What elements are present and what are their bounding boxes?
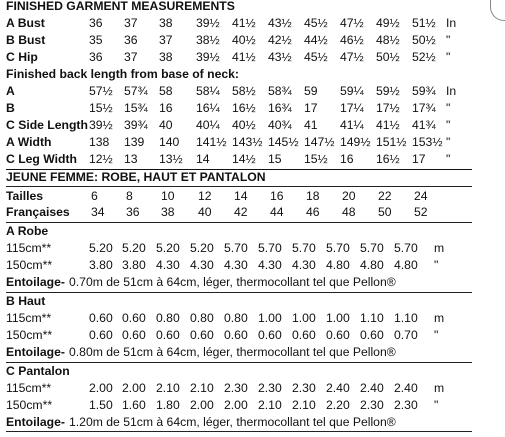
row-value: 2.00 [190, 398, 214, 412]
row-value: 145½ [268, 135, 299, 149]
yardage-row [6, 327, 476, 344]
section-divider [6, 431, 472, 432]
row-value: 4.30 [292, 258, 316, 272]
row-value: 5.20 [89, 241, 113, 255]
row-unit: " [446, 135, 451, 149]
row-value: 15 [268, 152, 282, 166]
entoilage-text: 0.80m de 51cm à 64cm, léger, thermocollant tel que Pellon® [69, 345, 396, 359]
row-value: 1.00 [326, 311, 350, 325]
row-unit: " [434, 398, 439, 412]
entoilage-label: Entoilage- [6, 345, 65, 359]
row-value: 37 [124, 16, 138, 30]
row-value: 2.30 [292, 381, 316, 395]
section-title [6, 293, 476, 310]
row-value: 39½ [196, 16, 220, 30]
size-value: 6 [91, 189, 98, 203]
row-value: 16¼ [196, 101, 220, 115]
row-value: 40½ [232, 33, 256, 47]
back-length-row [6, 151, 476, 168]
row-value: 17 [412, 152, 426, 166]
row-value: 3.80 [122, 258, 146, 272]
row-label: 115cm** [6, 241, 52, 255]
sizes-label: Tailles [6, 189, 44, 203]
size-value: 24 [414, 189, 428, 203]
row-unit: m [434, 311, 445, 325]
size-value: 52 [414, 205, 428, 219]
entoilage-row [6, 344, 476, 361]
row-value: 147½ [304, 135, 335, 149]
row-value: 17¾ [412, 101, 436, 115]
section-divider [6, 186, 472, 187]
row-label: A Bust [6, 16, 45, 30]
row-value: 14½ [232, 152, 256, 166]
size-value: 42 [234, 205, 248, 219]
row-value: 0.80 [224, 311, 248, 325]
row-value: 2.00 [122, 381, 146, 395]
size-value: 8 [126, 189, 133, 203]
row-value: 47½ [340, 16, 364, 30]
size-value: 10 [161, 189, 175, 203]
row-value: 143½ [232, 135, 263, 149]
size-value: 46 [306, 205, 320, 219]
row-value: 5.20 [190, 241, 214, 255]
row-value: 1.60 [122, 398, 146, 412]
section-title-text: A Robe [6, 224, 49, 238]
row-value: 5.20 [122, 241, 146, 255]
row-value: 13 [124, 152, 138, 166]
row-value: 37 [124, 50, 138, 64]
row-label: 150cm** [6, 328, 53, 342]
row-value: 58¼ [196, 84, 220, 98]
row-value: 5.70 [326, 241, 350, 255]
back-length-title-text: Finished back length from base of neck: [6, 67, 239, 81]
row-value: 58¾ [268, 84, 292, 98]
row-value: 39½ [196, 50, 220, 64]
size-value: 18 [306, 189, 320, 203]
row-value: 17¼ [340, 101, 364, 115]
row-value: 5.70 [292, 241, 316, 255]
row-value: 0.60 [224, 328, 248, 342]
row-value: 153½ [412, 135, 443, 149]
row-value: 48½ [376, 33, 400, 47]
row-value: 2.40 [360, 381, 384, 395]
row-value: 3.80 [89, 258, 113, 272]
row-unit: In [446, 84, 457, 98]
section-title [6, 223, 476, 240]
row-value: 39½ [89, 118, 113, 132]
row-value: 41¼ [340, 118, 364, 132]
row-value: 57½ [89, 84, 113, 98]
row-value: 4.80 [394, 258, 418, 272]
garment-title-text: FINISHED GARMENT MEASUREMENTS [6, 0, 235, 13]
row-value: 4.30 [224, 258, 248, 272]
row-value: 45½ [304, 16, 328, 30]
row-value: 1.50 [89, 398, 113, 412]
row-value: 36 [89, 16, 103, 30]
row-value: 13½ [159, 152, 183, 166]
row-unit: " [446, 118, 451, 132]
size-value: 36 [126, 205, 140, 219]
row-value: 4.30 [190, 258, 214, 272]
row-label: C Side Length [6, 118, 88, 132]
row-value: 1.00 [292, 311, 316, 325]
page-corner-decoration [490, 0, 505, 21]
garment-row [6, 15, 476, 32]
row-value: 41 [304, 118, 318, 132]
row-value: 51½ [412, 16, 436, 30]
row-value: 138 [89, 135, 110, 149]
row-value: 45½ [304, 50, 328, 64]
row-label: B [6, 101, 15, 115]
row-label: 150cm** [6, 398, 53, 412]
row-value: 42½ [268, 33, 292, 47]
row-value: 17 [304, 101, 318, 115]
row-value: 151½ [376, 135, 407, 149]
row-value: 58½ [232, 84, 256, 98]
size-value: 50 [378, 205, 392, 219]
row-value: 59¼ [340, 84, 364, 98]
section-title-text: B Haut [6, 294, 46, 308]
row-unit: In [446, 16, 457, 30]
yardage-row [6, 380, 476, 397]
row-unit: m [434, 241, 445, 255]
entoilage-row [6, 414, 476, 431]
row-value: 59½ [376, 84, 400, 98]
row-value: 0.80 [190, 311, 214, 325]
row-value: 46½ [340, 33, 364, 47]
section-title-text: C Pantalon [6, 364, 70, 378]
row-value: 0.60 [292, 328, 316, 342]
row-value: 41¾ [412, 118, 436, 132]
row-value: 140 [159, 135, 180, 149]
entoilage-text: 0.70m de 51cm à 64cm, léger, thermocollant tel que Pellon® [69, 275, 396, 289]
garment-row [6, 49, 476, 66]
row-value: 47½ [340, 50, 364, 64]
row-value: 36 [124, 33, 138, 47]
row-value: 2.30 [394, 398, 418, 412]
size-value: 34 [91, 205, 105, 219]
back-length-row [6, 117, 476, 134]
row-unit: " [434, 258, 439, 272]
row-value: 0.60 [258, 328, 282, 342]
row-unit: " [446, 50, 451, 64]
row-value: 0.70 [394, 328, 418, 342]
row-value: 37 [159, 33, 173, 47]
row-value: 43½ [268, 16, 292, 30]
row-value: 40¾ [268, 118, 292, 132]
row-value: 2.40 [394, 381, 418, 395]
row-value: 2.10 [258, 398, 282, 412]
row-value: 16½ [376, 152, 400, 166]
back-length-title [6, 66, 476, 83]
row-label: A Width [6, 135, 52, 149]
row-value: 0.60 [190, 328, 214, 342]
row-unit: " [434, 328, 439, 342]
row-label: 150cm** [6, 258, 53, 272]
size-value: 12 [198, 189, 212, 203]
row-value: 1.10 [360, 311, 384, 325]
row-value: 2.00 [89, 381, 113, 395]
row-value: 4.80 [326, 258, 350, 272]
row-value: 52½ [412, 50, 436, 64]
size-value: 48 [342, 205, 356, 219]
size-value: 16 [270, 189, 284, 203]
back-length-row [6, 100, 476, 117]
jeune-title-text: JEUNE FEMME: ROBE, HAUT ET PANTALON [6, 170, 266, 184]
row-value: 5.70 [224, 241, 248, 255]
back-length-row [6, 83, 476, 100]
section-title [6, 363, 476, 380]
entoilage-row [6, 274, 476, 291]
sizes-label: Françaises [6, 205, 70, 219]
row-value: 5.70 [360, 241, 384, 255]
sizes-row-tailles [6, 188, 476, 205]
row-value: 149½ [340, 135, 371, 149]
row-value: 2.30 [360, 398, 384, 412]
row-value: 16 [159, 101, 173, 115]
row-value: 2.00 [224, 398, 248, 412]
yardage-row [6, 257, 476, 274]
row-value: 40½ [232, 118, 256, 132]
row-value: 2.40 [326, 381, 350, 395]
row-value: 5.70 [258, 241, 282, 255]
row-label: B Bust [6, 33, 46, 47]
row-value: 2.30 [258, 381, 282, 395]
size-value: 14 [234, 189, 248, 203]
row-value: 16½ [232, 101, 256, 115]
row-value: 59 [304, 84, 318, 98]
row-value: 36 [89, 50, 103, 64]
row-value: 0.80 [156, 311, 180, 325]
row-value: 5.20 [156, 241, 180, 255]
yardage-row [6, 310, 476, 327]
row-value: 2.30 [224, 381, 248, 395]
row-value: 49½ [376, 16, 400, 30]
row-value: 2.10 [190, 381, 214, 395]
row-value: 2.10 [292, 398, 316, 412]
row-unit: m [434, 381, 445, 395]
row-value: 44½ [304, 33, 328, 47]
row-value: 40 [159, 118, 173, 132]
sizes-row-francaises [6, 204, 476, 221]
row-value: 1.80 [156, 398, 180, 412]
row-label: C Leg Width [6, 152, 77, 166]
row-value: 2.10 [156, 381, 180, 395]
row-value: 14 [196, 152, 210, 166]
row-value: 0.60 [326, 328, 350, 342]
garment-row [6, 32, 476, 49]
row-value: 40¼ [196, 118, 220, 132]
size-value: 44 [270, 205, 284, 219]
row-value: 1.10 [394, 311, 418, 325]
row-value: 50½ [412, 33, 436, 47]
row-value: 0.60 [122, 311, 146, 325]
row-value: 17½ [376, 101, 400, 115]
row-value: 0.60 [156, 328, 180, 342]
size-value: 20 [342, 189, 356, 203]
row-value: 38 [159, 16, 173, 30]
row-value: 4.30 [156, 258, 180, 272]
row-value: 59¾ [412, 84, 436, 98]
row-value: 5.70 [394, 241, 418, 255]
row-value: 41½ [232, 16, 256, 30]
row-value: 39¾ [124, 118, 148, 132]
row-unit: " [446, 152, 451, 166]
row-label: 115cm** [6, 311, 52, 325]
row-value: 41½ [376, 118, 400, 132]
row-value: 38½ [196, 33, 220, 47]
row-value: 16¾ [268, 101, 292, 115]
row-label: 115cm** [6, 381, 52, 395]
size-value: 38 [161, 205, 175, 219]
size-value: 40 [198, 205, 212, 219]
size-value: 22 [378, 189, 392, 203]
row-value: 57¾ [124, 84, 148, 98]
yardage-row [6, 397, 476, 414]
row-value: 41½ [232, 50, 256, 64]
row-label: A [6, 84, 15, 98]
row-value: 58 [159, 84, 173, 98]
row-value: 0.60 [89, 311, 113, 325]
row-value: 15½ [89, 101, 113, 115]
entoilage-text: 1.20m de 51cm à 64cm, léger, thermocollant tel que Pellon® [69, 415, 396, 429]
row-value: 141½ [196, 135, 227, 149]
garment-title [6, 0, 476, 15]
row-value: 1.00 [258, 311, 282, 325]
back-length-row [6, 134, 476, 151]
row-value: 4.30 [258, 258, 282, 272]
row-value: 15¾ [124, 101, 148, 115]
yardage-row [6, 240, 476, 257]
row-value: 43½ [268, 50, 292, 64]
row-value: 0.60 [89, 328, 113, 342]
row-value: 2.20 [326, 398, 350, 412]
row-value: 0.60 [122, 328, 146, 342]
entoilage-label: Entoilage- [6, 415, 65, 429]
row-value: 139 [124, 135, 145, 149]
row-unit: " [446, 101, 451, 115]
row-value: 0.60 [360, 328, 384, 342]
row-value: 15½ [304, 152, 328, 166]
row-value: 16 [340, 152, 354, 166]
row-value: 38 [159, 50, 173, 64]
row-value: 35 [89, 33, 103, 47]
row-value: 50½ [376, 50, 400, 64]
entoilage-label: Entoilage- [6, 275, 65, 289]
row-value: 12½ [89, 152, 113, 166]
jeune-title [6, 169, 476, 186]
row-label: C Hip [6, 50, 38, 64]
row-unit: " [446, 33, 451, 47]
row-value: 4.80 [360, 258, 384, 272]
measurement-chart [6, 0, 482, 437]
